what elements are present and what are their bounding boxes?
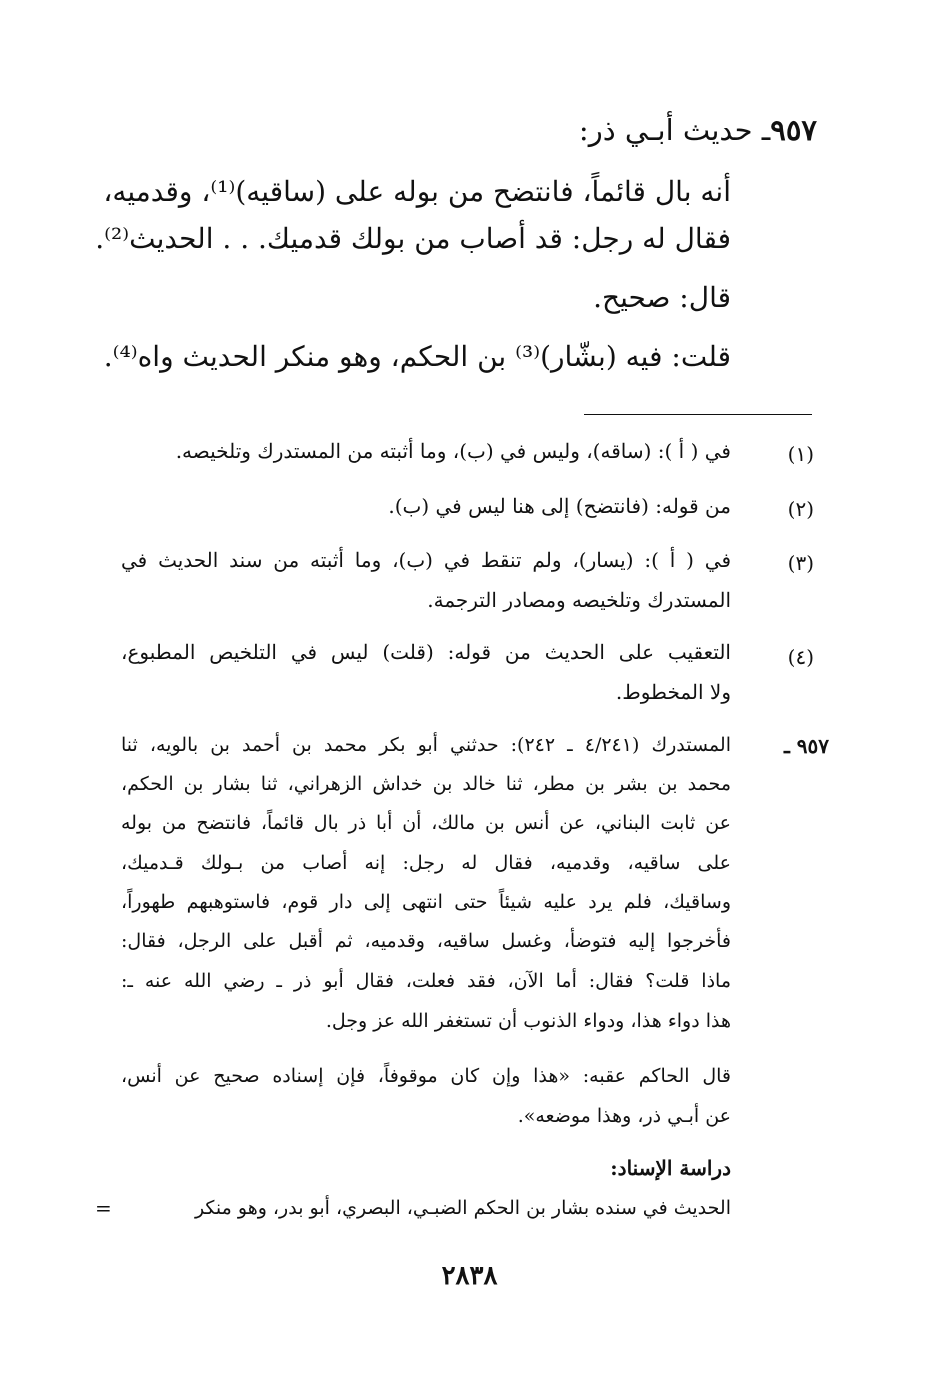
footnote-marker: (١) [787, 442, 814, 466]
commentary-number: ٩٥٧ ـ [783, 734, 829, 758]
commentary-line: هذا دواء هذا، ودواء الذنوب أن تستغفر الله عز وجل. [325, 1010, 731, 1032]
footnote-text-line: المستدرك وتلخيصه ومصادر الترجمة. [427, 588, 731, 612]
page-number: ٢٨٣٨ [441, 1261, 498, 1291]
footnote-text-line: ولا المخطوط. [615, 680, 731, 704]
commentary-line: محمد بن بشر بن مطر، ثنا خالد بن خداش الزهراني، ثنا بشار بن الحكم، [121, 773, 731, 795]
footnote-marker: (٣) [787, 551, 814, 575]
footnote-text-line: من قوله: (فانتضح) إلى هنا ليس في (ب). [388, 494, 731, 518]
footnote-text-line: التعقيب على الحديث من قوله: (قلت) ليس في التلخيص المطبوع، [121, 640, 731, 664]
footnote-text-line: في ( أ ): (ساقه)، وليس في (ب)، وما أثبته من المستدرك وتلخيصه. [175, 439, 731, 463]
commentary-line: على ساقيه، وقدميه، فقال له رجل: إنه أصاب من بـولك قـدميك، [121, 852, 731, 874]
isnad-study-heading: دراسة الإسناد: [610, 1156, 731, 1180]
hadith-text-line: فقال له رجل: قد أصاب من بولك قدميك. . . الحديث⁽²⁾. [95, 222, 731, 255]
commentary-line: وساقيك، فلم يرد عليه شيئاً حتى انتهى إلى دار قوم، فاستوهبهم طهوراً، [121, 891, 731, 913]
commentary-line: عن ثابت البناني، عن أنس بن مالك، أن أبا ذر بال قائماً، فانتضح من بوله [121, 812, 731, 834]
footnote-text-line: في ( أ ): (يسار)، ولم تنقط في (ب)، وما أثبته من سند الحديث في [121, 548, 731, 572]
footnote-marker: (٤) [787, 645, 814, 669]
isnad-study-line: الحديث في سنده بشار بن الحكم الضبـي، البصري، أبو بدر، وهو منكر [194, 1197, 731, 1219]
hadith-verdict-line: قال: صحيح. [593, 281, 731, 314]
commentary-line: فأخرجوا إليه فتوضأ، وغسل ساقيه، وقدميه، ثم أقبل على الرجل، فقال: [121, 930, 731, 952]
commentary-line: المستدرك (٤/٢٤١ ـ ٢٤٢): حدثني أبو بكر محمد بن أحمد بن بالويه، ثنا [121, 734, 731, 756]
hadith-comment-line: قلت: فيه (بشّار)⁽³⁾ بن الحكم، وهو منكر الحديث واه⁽⁴⁾. [103, 340, 731, 373]
hadith-text-line: أنه بال قائماً، فانتضح من بوله على (ساقيه)⁽¹⁾، وقدميه، [103, 175, 731, 208]
footnote-separator [584, 414, 812, 415]
continuation-mark: = [95, 1196, 112, 1220]
hakim-comment-line: عن أبـي ذر، وهذا موضعه». [517, 1105, 731, 1127]
commentary-line: ماذا قلت؟ فقال: أما الآن، فقد فعلت، فقال أبو ذر ـ رضي الله عنه ـ: [121, 970, 731, 992]
hadith-heading [579, 110, 817, 150]
hadith-number: ٩٥٧ [770, 113, 817, 147]
hadith-title: ـ حديث أبـي ذر: [578, 113, 771, 147]
footnote-marker: (٢) [787, 497, 814, 521]
hakim-comment-line: قال الحاكم عقبه: «هذا وإن كان موقوفاً، فإن إسناده صحيح عن أنس، [121, 1065, 731, 1087]
